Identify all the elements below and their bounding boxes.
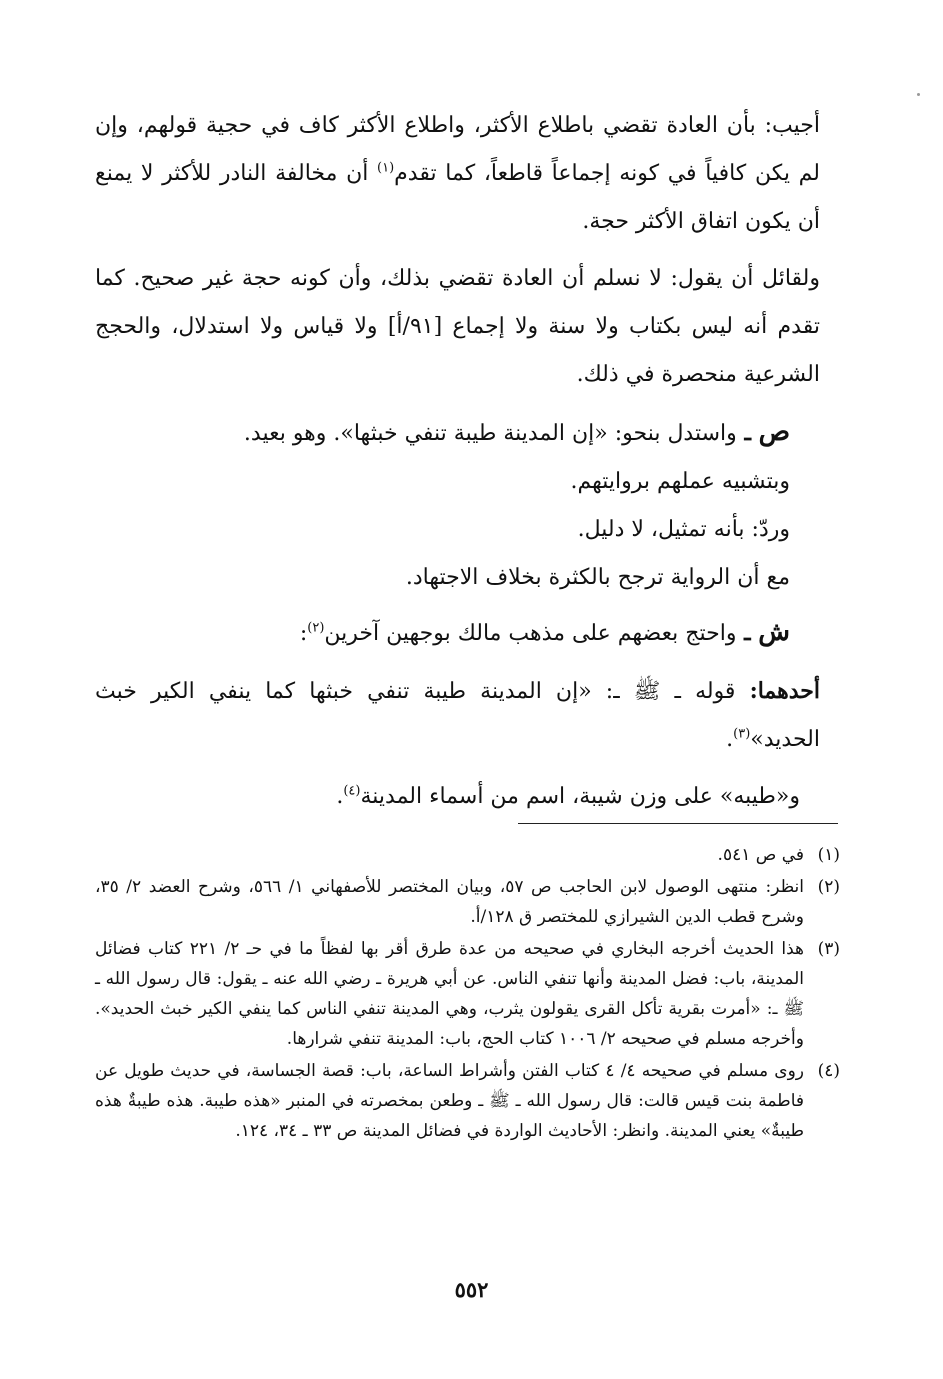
main-text xyxy=(95,102,840,821)
first-reason-label: أحدهما: xyxy=(749,678,820,704)
shin-marker: ش xyxy=(758,617,790,647)
footnote-ref-3[interactable]: (٣) xyxy=(733,726,751,742)
sad-marker: ص xyxy=(758,417,790,447)
footnote-ref-4[interactable]: (٤) xyxy=(343,783,361,799)
footnote-3 xyxy=(95,934,840,1054)
footnote-separator xyxy=(518,823,838,824)
paragraph-first-reason: أحدهما: قوله ـ ﷺ ـ: «إن المدينة طيبة تنفي خبثها كما ينفي الكير خبث الحديد»$^{(٣)}$. xyxy=(95,678,820,752)
footnote-text: انظر: منتهى الوصول لابن الحاجب ص ٥٧، وبيان المختصر للأصفهاني ١/ ٥٦٦، وشرح العضد ٢/ ٣٥، وشرح قطب الدين الشيرازي للمختصر ق ١٢٨/أ. xyxy=(95,877,804,927)
footnote-ref-2[interactable]: (٢) xyxy=(307,620,325,636)
footnote-4 xyxy=(95,1056,840,1146)
footnote-text: في ص ٥٤١. xyxy=(717,845,804,865)
paragraph-taybah: و«طيبه» على وزن شيبة، اسم من أسماء المدينة$^{(٤)}$. xyxy=(336,783,800,809)
paragraph-analogy: وبتشبيه عملهم بروايتهم. xyxy=(570,469,790,494)
footnote-text: روى مسلم في صحيحه ٤/ ٤ كتاب الفتن وأشراط الساعة، باب: قصة الجساسة، في حديث طويل عن فاطمة بنت قيس قالت: قال رسول الله ـ ﷺ ـ وطعن بمخصرته في المنبر «هذه طيبة. هذه طيبةٌ هذه طيبةٌ» يعني المدينة. وانظر: الأحاديث الواردة في فضائل المدينة ص ٣٣ ـ ٣٤، ١٢٤. xyxy=(95,1061,804,1141)
footnote-number: (٤) xyxy=(817,1061,840,1081)
paragraph-objection: ولقائل أن يقول: لا نسلم أن العادة تقضي بذلك، وأن كونه حجة غير صحيح. كما تقدم أنه ليس بكتاب ولا سنة ولا إجماع [٩١/أ] ولا قياس ولا استدلال، والحجج الشرعية منحصرة في ذلك. xyxy=(95,266,820,387)
footnote-number: (٣) xyxy=(817,939,840,959)
footnote-text: هذا الحديث أخرجه البخاري في صحيحه من عدة طرق أقر بها لفظاً ما في حـ ٢/ ٢٢١ كتاب فضائل المدينة، باب: فضل المدينة وأنها تنفي الناس. عن أبي هريرة ـ رضي الله عنه ـ يقول: قال رسول الله ـ ﷺ ـ: «أمرت بقرية تأكل القرى يقولون يثرب، وهي المدينة تنفي الناس كما ينفي الكير خبث الحديد». وأخرجه مسلم في صحيحه ٢/ ١٠٠٦ كتاب الحج، باب: المدينة تنفي شرارها. xyxy=(95,939,804,1049)
paragraph-narration: مع أن الرواية ترجح بالكثرة بخلاف الاجتهاد. xyxy=(405,565,790,590)
paragraph-shin-argument: ش ـ واحتج بعضهم على مذهب مالك بوجهين آخرين$^{(٢)}$: xyxy=(299,617,790,647)
footnote-number: (٢) xyxy=(817,877,840,897)
paragraph-sad-argument: ص ـ واستدل بنحو: «إن المدينة طيبة تنفي خبثها». وهو بعيد. xyxy=(243,417,790,447)
footnote-number: (١) xyxy=(817,845,840,865)
footnote-ref-1[interactable]: (١) xyxy=(377,160,395,176)
paragraph-rebuttal: وردّ: بأنه تمثيل، لا دليل. xyxy=(577,517,790,542)
scan-speck xyxy=(917,93,920,96)
footnote-1 xyxy=(95,840,840,870)
paragraph-answer: أجيب: بأن العادة تقضي باطلاع الأكثر، واطلاع الأكثر كاف في حجية قولهم، وإن لم يكن كافياً في كونه إجماعاً قاطعاً، كما تقدم$^{(١)}$ أن مخالفة النادر للأكثر لا يمنع أن يكون اتفاق الأكثر حجة. xyxy=(95,113,820,234)
footnote-2 xyxy=(95,872,840,932)
page-number: ٥٥٢ xyxy=(454,1277,489,1302)
footnotes xyxy=(95,840,840,1148)
